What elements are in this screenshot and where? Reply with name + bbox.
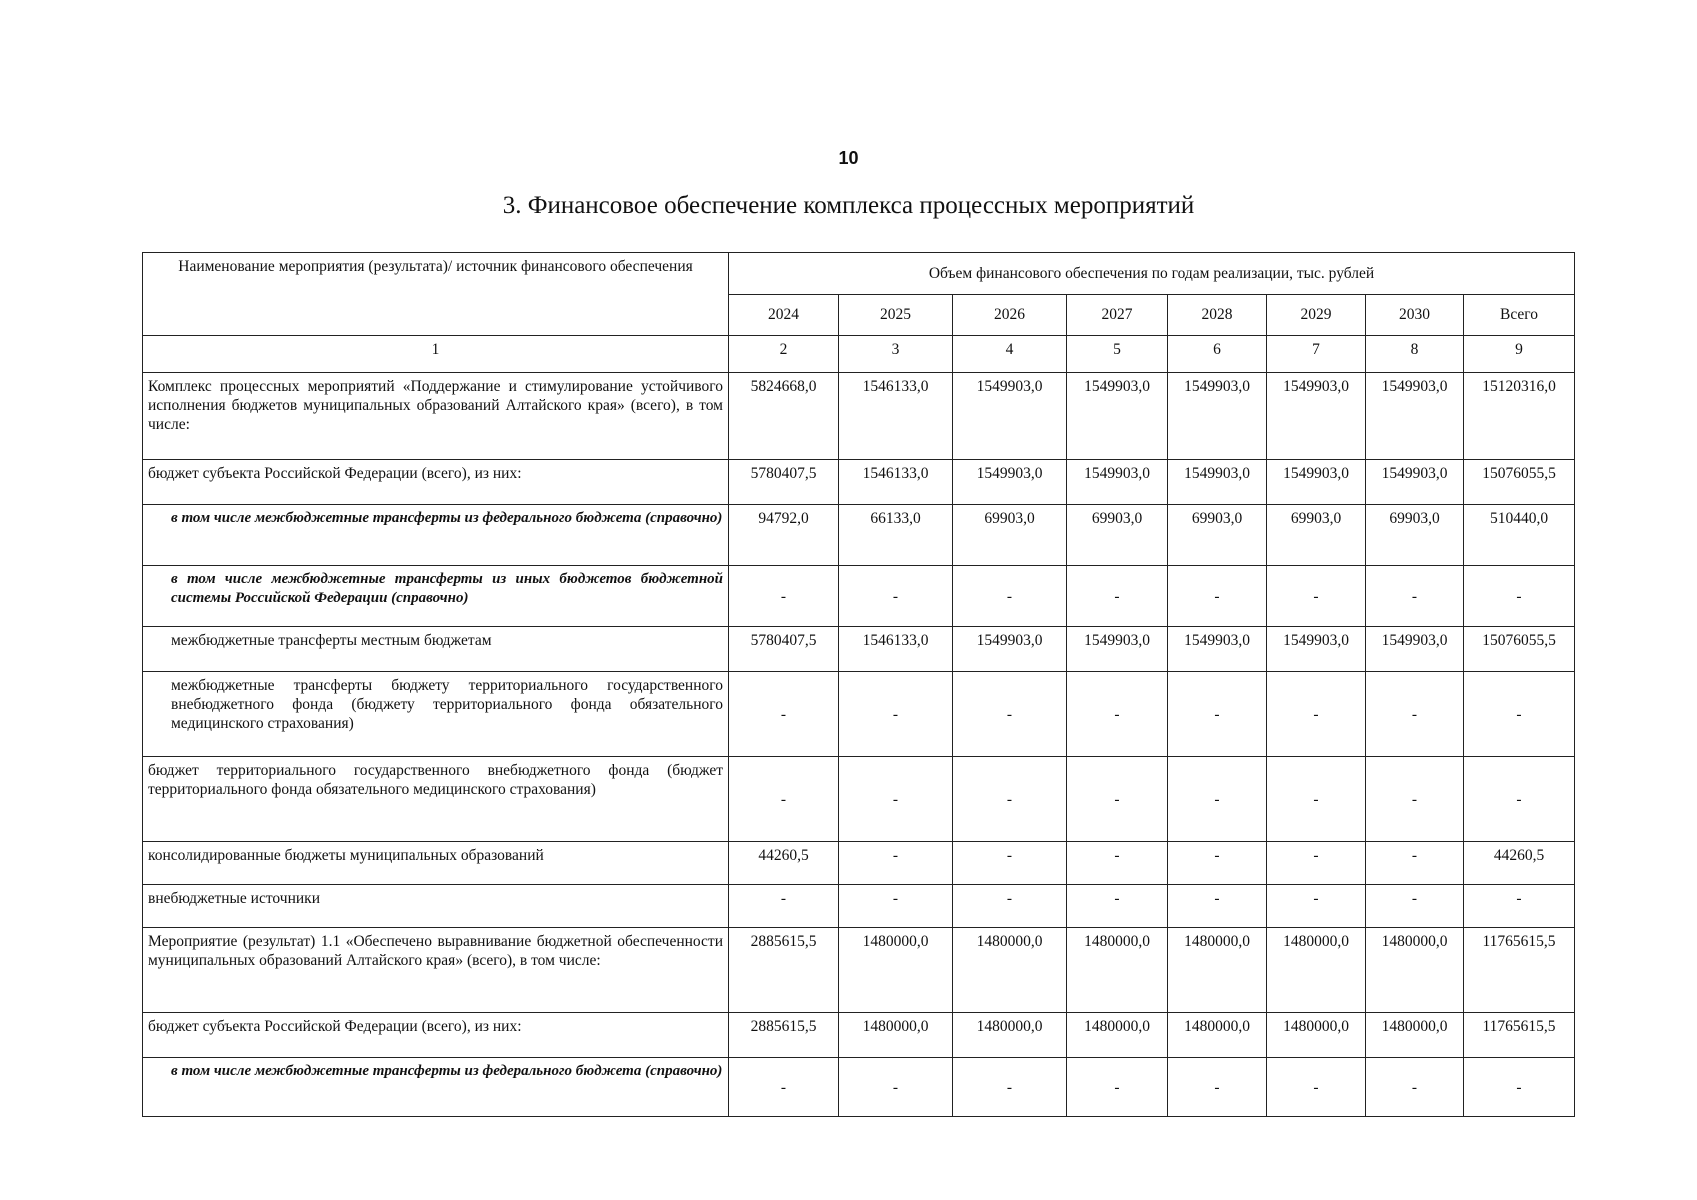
row-year-value-cell: 2885615,5 bbox=[729, 1013, 839, 1058]
header-year: 2026 bbox=[953, 294, 1067, 336]
row-year-value-cell: 69903,0 bbox=[1168, 505, 1267, 566]
row-name-cell: бюджет субъекта Российской Федерации (всего), из них: bbox=[143, 460, 729, 505]
row-year-value-cell: - bbox=[1168, 672, 1267, 757]
page-number: 10 bbox=[838, 148, 859, 168]
row-year-value-cell: - bbox=[729, 566, 839, 627]
table-row bbox=[143, 627, 1575, 672]
row-year-value-cell: - bbox=[1067, 672, 1168, 757]
row-year-value-cell: 5824668,0 bbox=[729, 373, 839, 460]
row-year-value-cell: - bbox=[839, 1058, 953, 1117]
row-year-value-cell: 94792,0 bbox=[729, 505, 839, 566]
row-name-cell: бюджет субъекта Российской Федерации (всего), из них: bbox=[143, 1013, 729, 1058]
column-number: 8 bbox=[1366, 336, 1464, 373]
column-number: 1 bbox=[143, 336, 729, 373]
table-row bbox=[143, 373, 1575, 460]
column-number-row bbox=[143, 336, 1575, 373]
column-number: 9 bbox=[1464, 336, 1575, 373]
table-row bbox=[143, 460, 1575, 505]
row-year-value-cell: - bbox=[1168, 842, 1267, 885]
column-number: 6 bbox=[1168, 336, 1267, 373]
row-year-value-cell: - bbox=[1168, 885, 1267, 928]
row-year-value-cell: 1549903,0 bbox=[1366, 627, 1464, 672]
row-year-value-cell: - bbox=[729, 1058, 839, 1117]
row-year-value-cell: - bbox=[839, 566, 953, 627]
row-total-cell: 15076055,5 bbox=[1464, 460, 1575, 505]
row-total-cell: - bbox=[1464, 1058, 1575, 1117]
row-year-value-cell: 1549903,0 bbox=[1168, 460, 1267, 505]
section-title: 3. Финансовое обеспечение комплекса процессных мероприятий bbox=[502, 192, 1195, 219]
row-year-value-cell: - bbox=[1267, 1058, 1366, 1117]
row-year-value-cell: 5780407,5 bbox=[729, 627, 839, 672]
header-year: 2024 bbox=[729, 294, 839, 336]
row-year-value-cell: 1549903,0 bbox=[953, 373, 1067, 460]
row-year-value-cell: 1549903,0 bbox=[1267, 373, 1366, 460]
row-year-value-cell: 1549903,0 bbox=[953, 627, 1067, 672]
row-year-value-cell: 1549903,0 bbox=[953, 460, 1067, 505]
table-row bbox=[143, 757, 1575, 842]
table-row bbox=[143, 842, 1575, 885]
row-name-cell: в том числе межбюджетные трансферты из федерального бюджета (справочно) bbox=[143, 1058, 729, 1117]
row-year-value-cell: - bbox=[729, 672, 839, 757]
row-year-value-cell: 1549903,0 bbox=[1067, 373, 1168, 460]
row-year-value-cell: 1546133,0 bbox=[839, 627, 953, 672]
row-name-cell: в том числе межбюджетные трансферты из федерального бюджета (справочно) bbox=[143, 505, 729, 566]
row-total-cell: 15076055,5 bbox=[1464, 627, 1575, 672]
row-year-value-cell: 44260,5 bbox=[729, 842, 839, 885]
row-name-cell: межбюджетные трансферты бюджету территориального государственного внебюджетного фонда (бюджету территориального фонда обязательного медицинского страхования) bbox=[143, 672, 729, 757]
row-name-cell: консолидированные бюджеты муниципальных образований bbox=[143, 842, 729, 885]
row-year-value-cell: 1480000,0 bbox=[1067, 928, 1168, 1013]
row-year-value-cell: - bbox=[1366, 672, 1464, 757]
row-year-value-cell: - bbox=[1168, 1058, 1267, 1117]
header-year: 2027 bbox=[1067, 294, 1168, 336]
column-number: 7 bbox=[1267, 336, 1366, 373]
row-name-cell: межбюджетные трансферты местным бюджетам bbox=[143, 627, 729, 672]
row-year-value-cell: - bbox=[1267, 566, 1366, 627]
row-year-value-cell: - bbox=[1067, 1058, 1168, 1117]
row-year-value-cell: - bbox=[953, 1058, 1067, 1117]
row-year-value-cell: 5780407,5 bbox=[729, 460, 839, 505]
row-year-value-cell: - bbox=[1067, 757, 1168, 842]
row-total-cell: - bbox=[1464, 566, 1575, 627]
row-year-value-cell: 1480000,0 bbox=[953, 928, 1067, 1013]
row-name-cell: в том числе межбюджетные трансферты из иных бюджетов бюджетной системы Российской Федерации (справочно) bbox=[143, 566, 729, 627]
row-year-value-cell: 1549903,0 bbox=[1366, 460, 1464, 505]
table-row bbox=[143, 928, 1575, 1013]
row-year-value-cell: 1480000,0 bbox=[1366, 1013, 1464, 1058]
row-total-cell: - bbox=[1464, 672, 1575, 757]
column-number: 5 bbox=[1067, 336, 1168, 373]
row-total-cell: - bbox=[1464, 757, 1575, 842]
row-year-value-cell: - bbox=[729, 757, 839, 842]
row-year-value-cell: - bbox=[1366, 757, 1464, 842]
row-year-value-cell: 69903,0 bbox=[1267, 505, 1366, 566]
header-volume-column: Объем финансового обеспечения по годам реализации, тыс. рублей bbox=[729, 253, 1575, 295]
row-year-value-cell: - bbox=[729, 885, 839, 928]
row-year-value-cell: - bbox=[839, 757, 953, 842]
column-number: 3 bbox=[839, 336, 953, 373]
row-name-cell: бюджет территориального государственного внебюджетного фонда (бюджет территориального фонда обязательного медицинского страхования) bbox=[143, 757, 729, 842]
row-year-value-cell: 1549903,0 bbox=[1366, 373, 1464, 460]
row-year-value-cell: - bbox=[1366, 842, 1464, 885]
row-year-value-cell: - bbox=[1168, 757, 1267, 842]
table-row bbox=[143, 1058, 1575, 1117]
row-year-value-cell: - bbox=[1366, 1058, 1464, 1117]
row-name-cell: внебюджетные источники bbox=[143, 885, 729, 928]
table-row bbox=[143, 1013, 1575, 1058]
column-number: 4 bbox=[953, 336, 1067, 373]
row-year-value-cell: 69903,0 bbox=[1366, 505, 1464, 566]
row-year-value-cell: 1549903,0 bbox=[1168, 373, 1267, 460]
header-year: 2025 bbox=[839, 294, 953, 336]
header-name-column: Наименование мероприятия (результата)/ источник финансового обеспечения bbox=[143, 253, 729, 336]
header-year: 2028 bbox=[1168, 294, 1267, 336]
table-body bbox=[143, 373, 1575, 1117]
row-year-value-cell: - bbox=[1366, 566, 1464, 627]
row-year-value-cell: - bbox=[1267, 757, 1366, 842]
row-total-cell: 11765615,5 bbox=[1464, 1013, 1575, 1058]
row-year-value-cell: 1480000,0 bbox=[1267, 928, 1366, 1013]
table-row bbox=[143, 672, 1575, 757]
row-name-cell: Мероприятие (результат) 1.1 «Обеспечено выравнивание бюджетной обеспеченности муниципальных образований Алтайского края» (всего), в том числе: bbox=[143, 928, 729, 1013]
row-year-value-cell: 1480000,0 bbox=[839, 1013, 953, 1058]
row-year-value-cell: 1480000,0 bbox=[1067, 1013, 1168, 1058]
row-year-value-cell: - bbox=[1168, 566, 1267, 627]
row-year-value-cell: 1480000,0 bbox=[1366, 928, 1464, 1013]
row-year-value-cell: - bbox=[953, 885, 1067, 928]
header-year: 2030 bbox=[1366, 294, 1464, 336]
column-number: 2 bbox=[729, 336, 839, 373]
row-year-value-cell: - bbox=[839, 885, 953, 928]
row-year-value-cell: 1549903,0 bbox=[1267, 460, 1366, 505]
row-year-value-cell: - bbox=[953, 757, 1067, 842]
row-year-value-cell: 2885615,5 bbox=[729, 928, 839, 1013]
row-year-value-cell: 69903,0 bbox=[953, 505, 1067, 566]
row-year-value-cell: 1549903,0 bbox=[1067, 627, 1168, 672]
row-year-value-cell: 1546133,0 bbox=[839, 460, 953, 505]
row-year-value-cell: - bbox=[953, 672, 1067, 757]
row-year-value-cell: - bbox=[1366, 885, 1464, 928]
row-year-value-cell: - bbox=[1267, 885, 1366, 928]
row-total-cell: 44260,5 bbox=[1464, 842, 1575, 885]
row-year-value-cell: - bbox=[839, 842, 953, 885]
row-year-value-cell: - bbox=[1067, 885, 1168, 928]
row-year-value-cell: - bbox=[1067, 566, 1168, 627]
row-total-cell: 11765615,5 bbox=[1464, 928, 1575, 1013]
row-year-value-cell: - bbox=[1267, 842, 1366, 885]
row-year-value-cell: 1480000,0 bbox=[953, 1013, 1067, 1058]
row-year-value-cell: 1549903,0 bbox=[1267, 627, 1366, 672]
row-year-value-cell: 1549903,0 bbox=[1067, 460, 1168, 505]
table-row bbox=[143, 505, 1575, 566]
row-year-value-cell: - bbox=[839, 672, 953, 757]
row-year-value-cell: - bbox=[1267, 672, 1366, 757]
row-year-value-cell: - bbox=[1067, 842, 1168, 885]
row-year-value-cell: - bbox=[953, 842, 1067, 885]
financing-table bbox=[142, 252, 1575, 1117]
row-year-value-cell: 66133,0 bbox=[839, 505, 953, 566]
row-year-value-cell: 1480000,0 bbox=[1168, 1013, 1267, 1058]
row-year-value-cell: 1546133,0 bbox=[839, 373, 953, 460]
row-name-cell: Комплекс процессных мероприятий «Поддержание и стимулирование устойчивого исполнения бюджетов муниципальных образований Алтайского края» (всего), в том числе: bbox=[143, 373, 729, 460]
header-year: 2029 bbox=[1267, 294, 1366, 336]
row-total-cell: 15120316,0 bbox=[1464, 373, 1575, 460]
header-total: Всего bbox=[1464, 294, 1575, 336]
row-year-value-cell: - bbox=[953, 566, 1067, 627]
row-year-value-cell: 1549903,0 bbox=[1168, 627, 1267, 672]
row-year-value-cell: 69903,0 bbox=[1067, 505, 1168, 566]
row-year-value-cell: 1480000,0 bbox=[839, 928, 953, 1013]
row-year-value-cell: 1480000,0 bbox=[1168, 928, 1267, 1013]
table-row bbox=[143, 566, 1575, 627]
row-year-value-cell: 1480000,0 bbox=[1267, 1013, 1366, 1058]
table-row bbox=[143, 885, 1575, 928]
row-total-cell: - bbox=[1464, 885, 1575, 928]
row-total-cell: 510440,0 bbox=[1464, 505, 1575, 566]
